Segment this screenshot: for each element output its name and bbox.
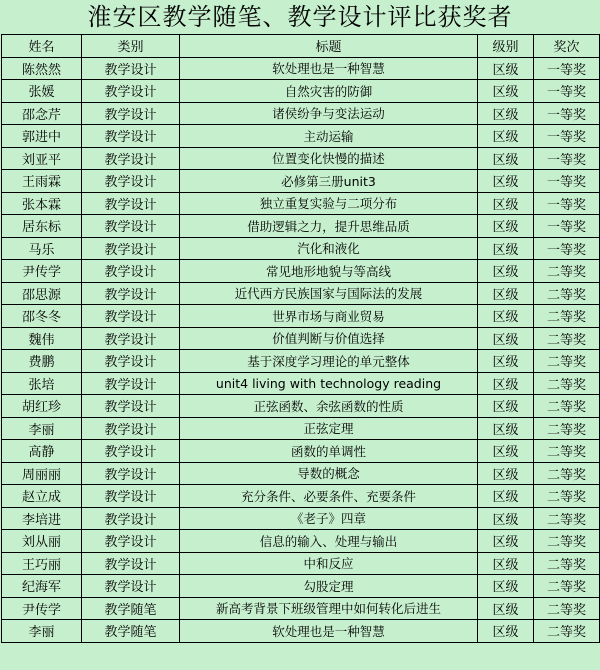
cell-category: 教学设计 (82, 395, 180, 418)
cell-level: 区级 (478, 260, 534, 283)
cell-award: 二等奖 (534, 507, 600, 530)
cell-name: 张媛 (2, 80, 82, 103)
table-row (2, 237, 600, 260)
cell-level: 区级 (478, 57, 534, 80)
sheet-title: 淮安区教学随笔、教学设计评比获奖者 (87, 3, 513, 31)
cell-name: 马乐 (2, 237, 82, 260)
header-name: 姓名 (2, 35, 82, 58)
cell-category: 教学设计 (82, 237, 180, 260)
cell-level: 区级 (478, 237, 534, 260)
cell-level: 区级 (478, 147, 534, 170)
cell-topic: 导数的概念 (180, 462, 478, 485)
cell-category: 教学设计 (82, 485, 180, 508)
cell-name: 高静 (2, 440, 82, 463)
cell-name: 张本霖 (2, 192, 82, 215)
table-row (2, 575, 600, 598)
cell-category: 教学设计 (82, 282, 180, 305)
cell-topic: 正弦函数、余弦函数的性质 (180, 395, 478, 418)
cell-award: 二等奖 (534, 620, 600, 643)
cell-topic: 主动运输 (180, 125, 478, 148)
cell-category: 教学设计 (82, 147, 180, 170)
cell-level: 区级 (478, 102, 534, 125)
header-level: 级别 (478, 35, 534, 58)
cell-name: 陈然然 (2, 57, 82, 80)
cell-category: 教学设计 (82, 575, 180, 598)
cell-name: 赵立成 (2, 485, 82, 508)
cell-topic: 诸侯纷争与变法运动 (180, 102, 478, 125)
cell-level: 区级 (478, 125, 534, 148)
cell-topic: 自然灾害的防御 (180, 80, 478, 103)
cell-category: 教学设计 (82, 102, 180, 125)
table-row (2, 147, 600, 170)
cell-category: 教学设计 (82, 170, 180, 193)
cell-category: 教学随笔 (82, 620, 180, 643)
cell-topic: 必修第三册unit3 (180, 170, 478, 193)
cell-award: 二等奖 (534, 417, 600, 440)
cell-topic: 软处理也是一种智慧 (180, 620, 478, 643)
cell-topic: 借助逻辑之力，提升思维品质 (180, 215, 478, 238)
table-row (2, 192, 600, 215)
cell-level: 区级 (478, 327, 534, 350)
table-row (2, 417, 600, 440)
table-row (2, 215, 600, 238)
cell-name: 李培进 (2, 507, 82, 530)
cell-award: 一等奖 (534, 215, 600, 238)
cell-category: 教学设计 (82, 462, 180, 485)
cell-name: 纪海军 (2, 575, 82, 598)
table-row (2, 305, 600, 328)
cell-category: 教学设计 (82, 372, 180, 395)
cell-level: 区级 (478, 170, 534, 193)
table-row (2, 552, 600, 575)
cell-category: 教学随笔 (82, 597, 180, 620)
cell-name: 邵思源 (2, 282, 82, 305)
cell-category: 教学设计 (82, 260, 180, 283)
table-row (2, 80, 600, 103)
cell-award: 一等奖 (534, 102, 600, 125)
cell-name: 郭进中 (2, 125, 82, 148)
cell-category: 教学设计 (82, 192, 180, 215)
cell-category: 教学设计 (82, 327, 180, 350)
cell-name: 刘从丽 (2, 530, 82, 553)
table-row (2, 620, 600, 643)
cell-award: 二等奖 (534, 350, 600, 373)
table-row (2, 350, 600, 373)
cell-topic: 新高考背景下班级管理中如何转化后进生 (180, 597, 478, 620)
header-category: 类别 (82, 35, 180, 58)
table-row (2, 530, 600, 553)
table-body (2, 57, 600, 642)
cell-level: 区级 (478, 372, 534, 395)
cell-award: 二等奖 (534, 485, 600, 508)
cell-topic: 近代西方民族国家与国际法的发展 (180, 282, 478, 305)
cell-topic: 世界市场与商业贸易 (180, 305, 478, 328)
cell-award: 二等奖 (534, 575, 600, 598)
cell-level: 区级 (478, 597, 534, 620)
table-row (2, 507, 600, 530)
cell-category: 教学设计 (82, 125, 180, 148)
table-row (2, 372, 600, 395)
cell-name: 费鹏 (2, 350, 82, 373)
cell-award: 二等奖 (534, 395, 600, 418)
table-row (2, 327, 600, 350)
cell-award: 二等奖 (534, 530, 600, 553)
cell-level: 区级 (478, 440, 534, 463)
cell-name: 邵冬冬 (2, 305, 82, 328)
table-row (2, 57, 600, 80)
table-row (2, 485, 600, 508)
cell-award: 二等奖 (534, 597, 600, 620)
cell-award: 一等奖 (534, 80, 600, 103)
cell-category: 教学设计 (82, 350, 180, 373)
cell-name: 李丽 (2, 620, 82, 643)
cell-award: 一等奖 (534, 170, 600, 193)
cell-award: 一等奖 (534, 192, 600, 215)
cell-topic: 充分条件、必要条件、充要条件 (180, 485, 478, 508)
cell-topic: 价值判断与价值选择 (180, 327, 478, 350)
cell-name: 王巧丽 (2, 552, 82, 575)
cell-award: 二等奖 (534, 372, 600, 395)
cell-topic: 函数的单调性 (180, 440, 478, 463)
cell-category: 教学设计 (82, 530, 180, 553)
cell-level: 区级 (478, 507, 534, 530)
cell-name: 王雨霖 (2, 170, 82, 193)
cell-level: 区级 (478, 462, 534, 485)
header-award: 奖次 (534, 35, 600, 58)
cell-level: 区级 (478, 417, 534, 440)
table-row (2, 170, 600, 193)
cell-topic: 《老子》四章 (180, 507, 478, 530)
cell-level: 区级 (478, 485, 534, 508)
cell-award: 二等奖 (534, 282, 600, 305)
cell-topic: 独立重复实验与二项分布 (180, 192, 478, 215)
cell-level: 区级 (478, 192, 534, 215)
cell-level: 区级 (478, 215, 534, 238)
cell-award: 二等奖 (534, 552, 600, 575)
cell-level: 区级 (478, 530, 534, 553)
cell-name: 尹传学 (2, 260, 82, 283)
table-row (2, 395, 600, 418)
cell-category: 教学设计 (82, 305, 180, 328)
cell-award: 一等奖 (534, 237, 600, 260)
cell-level: 区级 (478, 552, 534, 575)
cell-topic: 勾股定理 (180, 575, 478, 598)
cell-category: 教学设计 (82, 552, 180, 575)
table-row (2, 282, 600, 305)
cell-category: 教学设计 (82, 57, 180, 80)
cell-topic: 常见地形地貌与等高线 (180, 260, 478, 283)
table-row (2, 260, 600, 283)
cell-award: 二等奖 (534, 440, 600, 463)
cell-name: 邵念芹 (2, 102, 82, 125)
cell-level: 区级 (478, 305, 534, 328)
cell-name: 尹传学 (2, 597, 82, 620)
cell-award: 一等奖 (534, 57, 600, 80)
cell-topic: 正弦定理 (180, 417, 478, 440)
awards-table (1, 34, 600, 643)
header-topic: 标题 (180, 35, 478, 58)
cell-topic: 软处理也是一种智慧 (180, 57, 478, 80)
cell-name: 周丽丽 (2, 462, 82, 485)
cell-category: 教学设计 (82, 507, 180, 530)
header-row (2, 35, 600, 58)
table-row (2, 102, 600, 125)
cell-topic: 信息的输入、处理与输出 (180, 530, 478, 553)
cell-level: 区级 (478, 282, 534, 305)
cell-topic: 基于深度学习理论的单元整体 (180, 350, 478, 373)
cell-level: 区级 (478, 620, 534, 643)
cell-name: 张培 (2, 372, 82, 395)
table-row (2, 597, 600, 620)
cell-award: 一等奖 (534, 147, 600, 170)
cell-level: 区级 (478, 80, 534, 103)
cell-level: 区级 (478, 395, 534, 418)
cell-level: 区级 (478, 575, 534, 598)
cell-topic: 汽化和液化 (180, 237, 478, 260)
cell-level: 区级 (478, 350, 534, 373)
cell-award: 二等奖 (534, 260, 600, 283)
cell-award: 二等奖 (534, 305, 600, 328)
table-row (2, 462, 600, 485)
cell-category: 教学设计 (82, 215, 180, 238)
cell-topic: unit4 living with technology reading (180, 372, 478, 395)
cell-name: 胡红珍 (2, 395, 82, 418)
table-row (2, 440, 600, 463)
cell-name: 刘亚平 (2, 147, 82, 170)
cell-category: 教学设计 (82, 80, 180, 103)
cell-topic: 位置变化快慢的描述 (180, 147, 478, 170)
cell-name: 魏伟 (2, 327, 82, 350)
cell-award: 二等奖 (534, 462, 600, 485)
cell-name: 李丽 (2, 417, 82, 440)
cell-award: 二等奖 (534, 327, 600, 350)
cell-topic: 中和反应 (180, 552, 478, 575)
table-row (2, 125, 600, 148)
cell-category: 教学设计 (82, 417, 180, 440)
cell-category: 教学设计 (82, 440, 180, 463)
cell-award: 一等奖 (534, 125, 600, 148)
cell-name: 居东标 (2, 215, 82, 238)
